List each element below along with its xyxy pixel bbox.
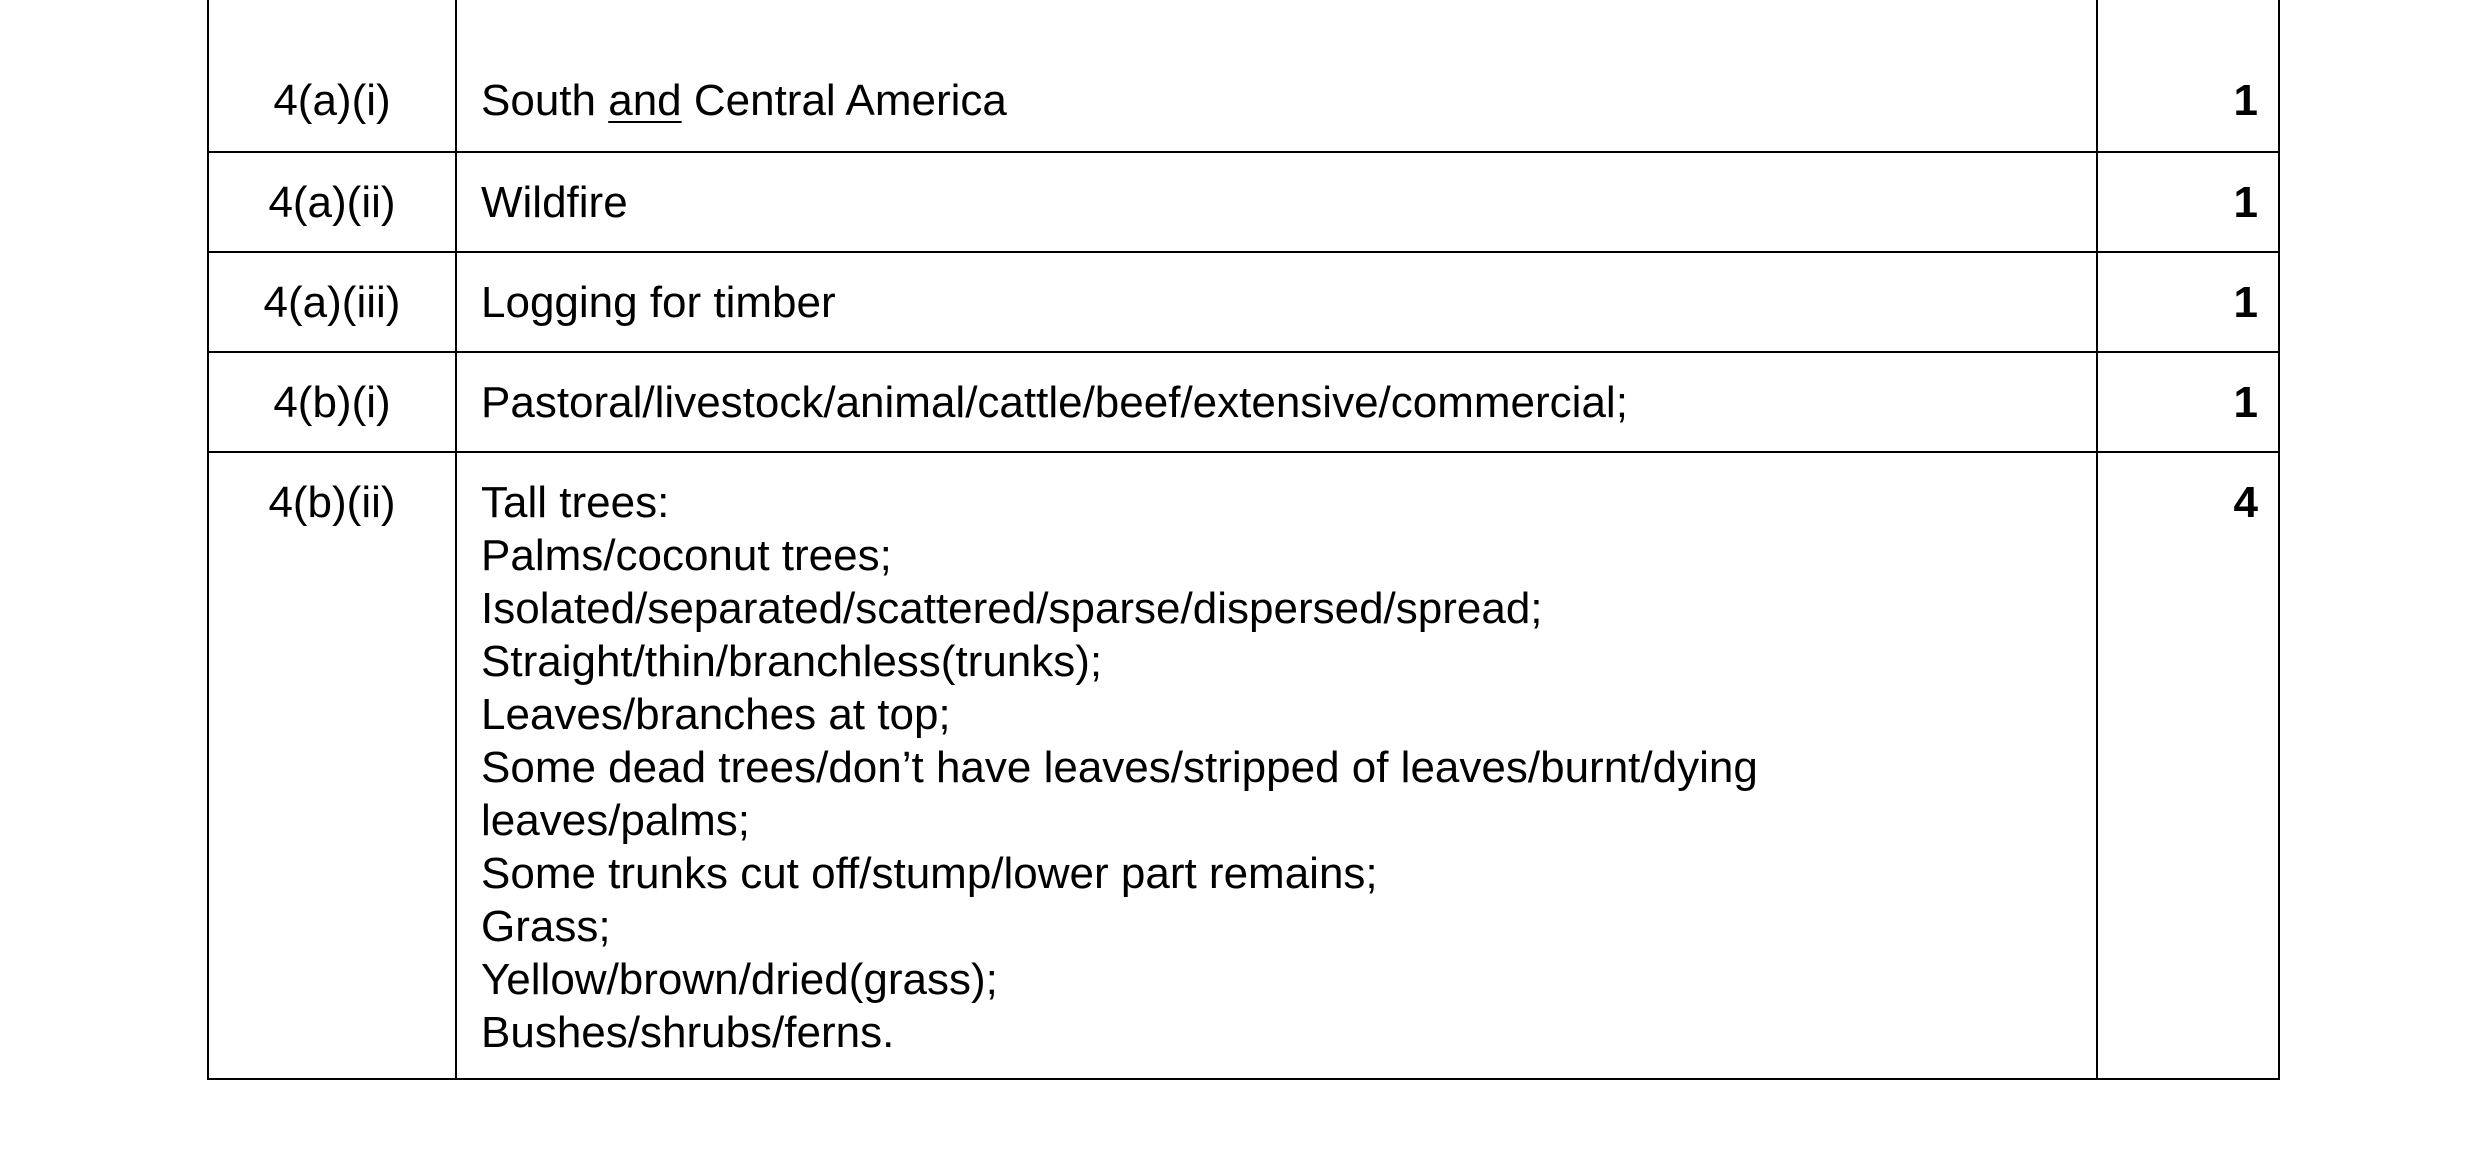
answer-line: Tall trees: bbox=[481, 478, 670, 527]
answer-line: Palms/coconut trees; bbox=[481, 531, 892, 580]
answer-line: leaves/palms; bbox=[481, 796, 751, 845]
marks-value: 1 bbox=[2097, 352, 2279, 452]
answer-text: Wildfire bbox=[456, 152, 2097, 252]
question-number: 4(b)(i) bbox=[208, 352, 456, 452]
answer-line: Straight/thin/branchless(trunks); bbox=[481, 637, 1103, 686]
answer-line: Some dead trees/don’t have leaves/stripped of leaves/burnt/dying bbox=[481, 743, 1758, 792]
table-row bbox=[208, 252, 2279, 352]
answer-text: Logging for timber bbox=[456, 252, 2097, 352]
answer-text: Pastoral/livestock/animal/cattle/beef/extensive/commercial; bbox=[456, 352, 2097, 452]
question-number: 4(a)(iii) bbox=[208, 252, 456, 352]
answer-text: Central America bbox=[681, 76, 1007, 125]
table-row bbox=[208, 152, 2279, 252]
answer-cell bbox=[456, 452, 2097, 1079]
table-row bbox=[208, 0, 2279, 152]
answer-underlined-text: and bbox=[608, 76, 682, 125]
answer-cell bbox=[456, 0, 2097, 152]
question-number: 4(b)(ii) bbox=[208, 452, 456, 1079]
answer-line: Isolated/separated/scattered/sparse/dispersed/spread; bbox=[481, 584, 1543, 633]
answer-line: Leaves/branches at top; bbox=[481, 690, 951, 739]
mark-scheme-table bbox=[207, 0, 2280, 1080]
table-row bbox=[208, 352, 2279, 452]
marks-value: 1 bbox=[2097, 0, 2279, 152]
answer-line: Grass; bbox=[481, 902, 611, 951]
answer-line: Bushes/shrubs/ferns. bbox=[481, 1008, 895, 1057]
marks-value: 1 bbox=[2097, 152, 2279, 252]
answer-text: South bbox=[481, 76, 609, 125]
marks-value: 1 bbox=[2097, 252, 2279, 352]
answer-line: Yellow/brown/dried(grass); bbox=[481, 955, 998, 1004]
answer-line: Some trunks cut off/stump/lower part remains; bbox=[481, 849, 1378, 898]
table-row bbox=[208, 452, 2279, 1079]
question-number: 4(a)(ii) bbox=[208, 152, 456, 252]
marks-value: 4 bbox=[2097, 452, 2279, 1079]
question-number: 4(a)(i) bbox=[208, 0, 456, 152]
